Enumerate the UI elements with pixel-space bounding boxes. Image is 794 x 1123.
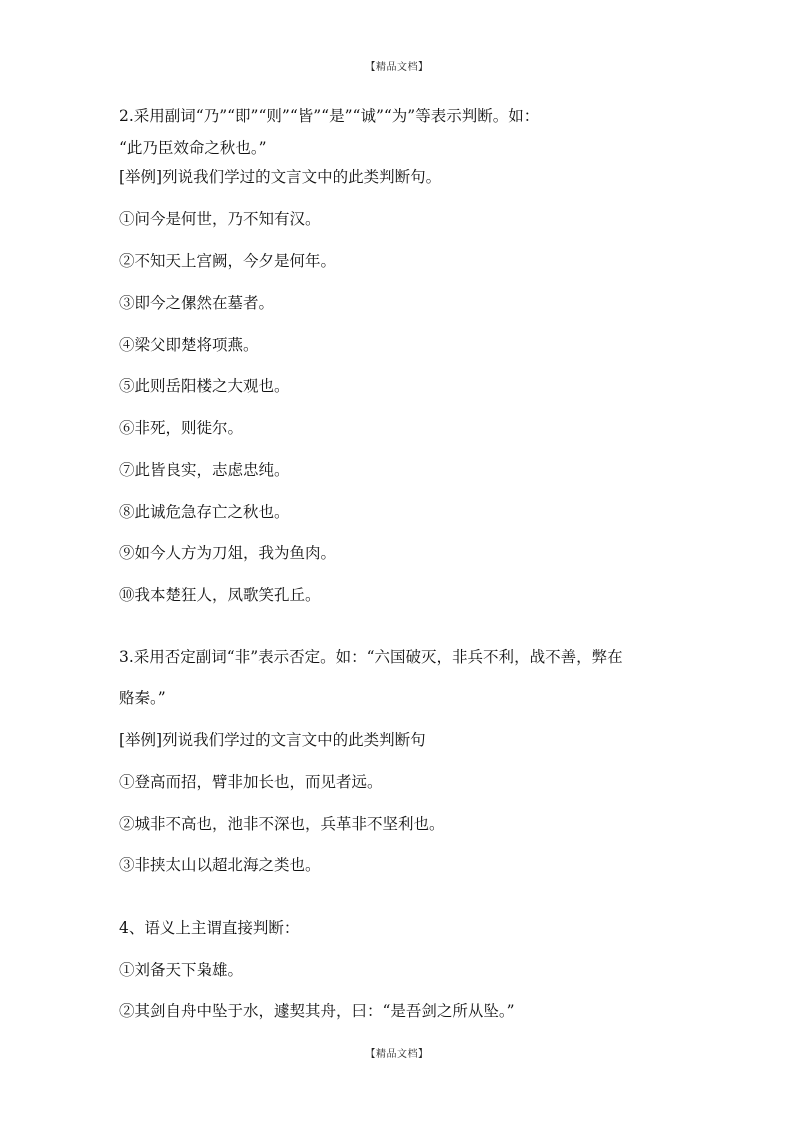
list-item: ⑧此诚危急存亡之秋也。 xyxy=(119,503,290,521)
page-header: 【精品文档】 xyxy=(365,62,429,73)
list-item: ③非挟太山以超北海之类也。 xyxy=(119,856,321,874)
list-item: ⑨如今人方为刀俎，我为鱼肉。 xyxy=(119,544,337,562)
list-item: ①问今是何世，乃不知有汉。 xyxy=(119,210,321,228)
list-item: ⑦此皆良实，志虑忠纯。 xyxy=(119,461,290,479)
list-item: ②城非不高也，池非不深也，兵革非不坚利也。 xyxy=(119,815,445,833)
list-item: ⑥非死，则徙尔。 xyxy=(119,419,244,437)
list-item: ④梁父即楚将项燕。 xyxy=(119,336,259,354)
list-item: ②不知天上宫阙，今夕是何年。 xyxy=(119,252,337,270)
section-2-prompt: [举例]列说我们学过的文言文中的此类判断句。 xyxy=(119,168,442,186)
list-item: ③即今之傫然在墓者。 xyxy=(119,294,275,312)
section-3-heading: 3.采用否定副词“非”表示否定。如：“六国破灭，非兵不利，战不善，弊在 xyxy=(119,648,623,666)
section-2-example: “此乃臣效命之秋也。” xyxy=(119,139,267,157)
section-2-heading: 2.采用副词“乃”“即”“则”“皆”“是”“诚”“为”等表示判断。如： xyxy=(119,107,540,125)
section-3-prompt: [举例]列说我们学过的文言文中的此类判断句 xyxy=(119,731,426,749)
list-item: ①登高而招，臂非加长也，而见者远。 xyxy=(119,773,383,791)
list-item: ②其剑自舟中坠于水，遽契其舟，曰：“是吾剑之所从坠。” xyxy=(119,1002,515,1020)
list-item: ①刘备天下枭雄。 xyxy=(119,961,244,979)
page-footer: 【精品文档】 xyxy=(365,1049,429,1060)
section-3-heading-cont: 赂秦。” xyxy=(119,689,166,707)
list-item: ⑤此则岳阳楼之大观也。 xyxy=(119,377,290,395)
list-item: ⑩我本楚狂人，凤歌笑孔丘。 xyxy=(119,586,321,604)
section-4-heading: 4、语义上主谓直接判断： xyxy=(119,919,300,937)
